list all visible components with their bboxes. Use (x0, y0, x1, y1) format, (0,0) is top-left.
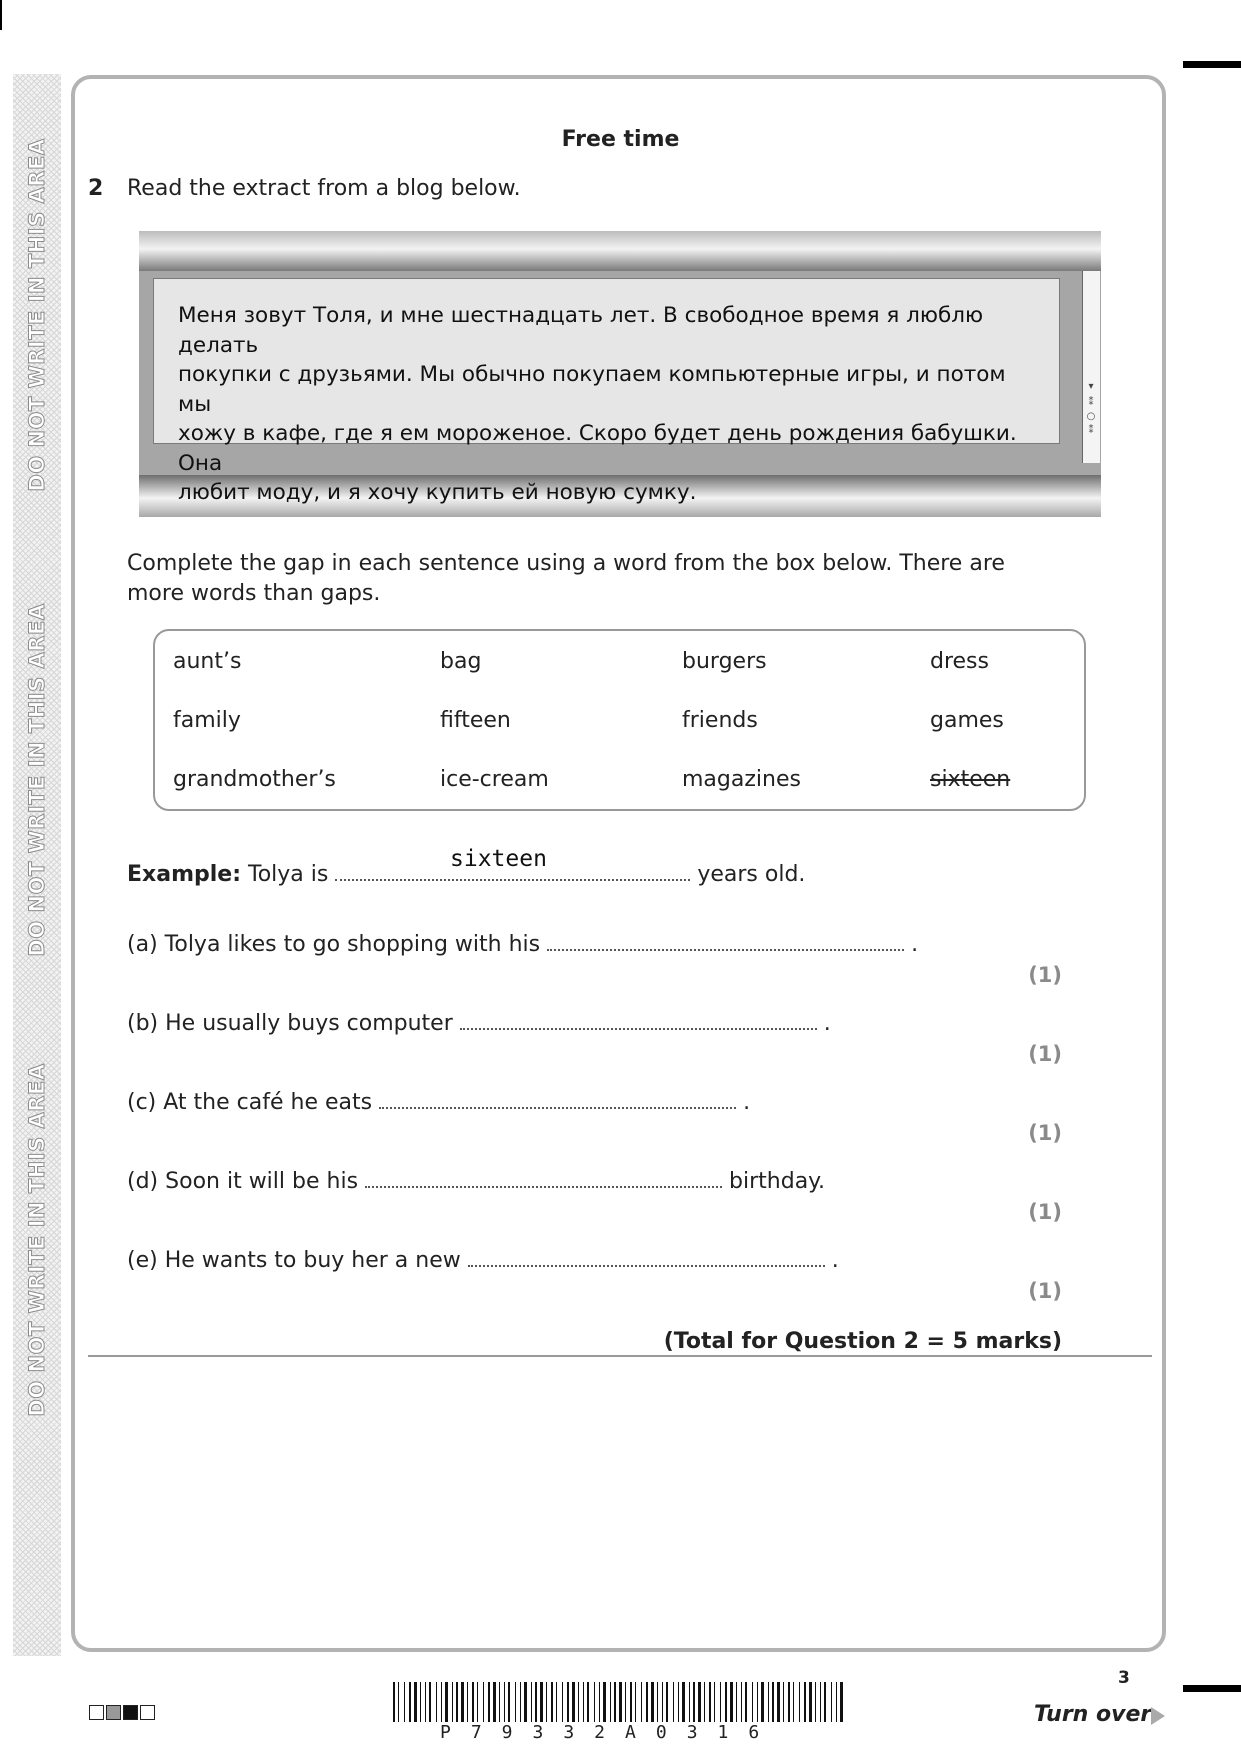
barcode-bar (730, 1682, 733, 1722)
barcode-bar (499, 1682, 500, 1722)
barcode-bar (720, 1682, 721, 1722)
barcode-bar (689, 1682, 690, 1722)
barcode-bar (657, 1682, 658, 1722)
barcode-bar (425, 1682, 426, 1722)
item-text: Tolya likes to go shopping with his (164, 932, 541, 957)
registration-bar (1183, 61, 1241, 68)
barcode-bar (531, 1682, 532, 1722)
barcode-bar (809, 1682, 812, 1722)
blog-line: любит моду, и я хочу купить ей новую сумку. (178, 480, 697, 505)
barcode-bar (752, 1682, 753, 1722)
barcode-bar (540, 1682, 543, 1722)
word-box (153, 629, 1086, 811)
barcode-bar (768, 1682, 769, 1722)
word-option: friends (682, 708, 758, 733)
word-option-struck: sixteen (930, 767, 1011, 792)
barcode-bar (761, 1682, 764, 1722)
blog-scrollbar (1082, 271, 1100, 463)
barcode-bar (741, 1682, 742, 1722)
question-total: (Total for Question 2 = 5 marks) (663, 1329, 1062, 1354)
blog-extract (153, 278, 1060, 505)
scroll-down-arrow-icon: ▾ (1088, 381, 1094, 392)
barcode-bar (493, 1682, 496, 1722)
barcode-bar (651, 1682, 654, 1722)
item-text: Soon it will be his (165, 1169, 359, 1194)
barcode-bar (483, 1682, 484, 1722)
barcode-bar (452, 1682, 453, 1722)
barcode-bar (799, 1682, 800, 1722)
gap-sentence-b (127, 1011, 831, 1036)
barcode-bar (572, 1682, 575, 1722)
indicator-box (140, 1705, 155, 1720)
barcode-bar (836, 1682, 837, 1722)
gap-sentence-e (127, 1248, 839, 1273)
barcode-bar (777, 1682, 780, 1722)
crop-mark (0, 0, 6, 30)
example-before: Tolya is (248, 862, 329, 887)
mark-allocation: (1) (1028, 963, 1062, 987)
question-text: Read the extract from a blog below. (127, 176, 521, 201)
barcode-bar (524, 1682, 527, 1722)
barcode-bar (824, 1682, 826, 1722)
registration-bar (1183, 1685, 1241, 1692)
barcode-bar (714, 1682, 715, 1722)
barcode-bar (515, 1682, 516, 1722)
blog-window (139, 231, 1101, 517)
barcode-bar (610, 1682, 611, 1722)
barcode-bar (546, 1682, 547, 1722)
indicator-box (89, 1705, 104, 1720)
word-option: games (930, 708, 1004, 733)
barcode-bar (630, 1682, 632, 1722)
barcode-bar (603, 1682, 606, 1722)
margin-warning: DO NOT WRITE IN THIS AREA (25, 138, 49, 492)
margin-warning: DO NOT WRITE IN THIS AREA (25, 1063, 49, 1417)
mark-allocation: (1) (1028, 1121, 1062, 1145)
barcode-bar (678, 1682, 679, 1722)
barcode-bar (488, 1682, 490, 1722)
mark-allocation: (1) (1028, 1200, 1062, 1224)
barcode-bar (456, 1682, 458, 1722)
answer-line-d[interactable] (365, 1170, 722, 1188)
barcode-bar (698, 1682, 701, 1722)
barcode-bar (436, 1682, 437, 1722)
mark-allocation: (1) (1028, 1279, 1062, 1303)
scroll-control-icon: ○ (1086, 411, 1096, 422)
barcode-bar (556, 1682, 557, 1722)
barcode-bar (646, 1682, 648, 1722)
barcode-bar (831, 1682, 832, 1722)
barcode-bar (709, 1682, 711, 1722)
barcode-bar (414, 1682, 417, 1722)
turn-over-arrow-icon (1151, 1707, 1165, 1725)
barcode-bar (641, 1682, 642, 1722)
page-indicator-boxes (89, 1705, 155, 1720)
barcode-bar (578, 1682, 579, 1722)
barcode-bar (562, 1682, 563, 1722)
barcode-bar (583, 1682, 584, 1722)
example-answer: sixteen (450, 846, 547, 872)
item-label: (a) (127, 932, 158, 957)
barcode-bar (793, 1682, 794, 1722)
barcode-bar (467, 1682, 468, 1722)
barcode-bar (551, 1682, 553, 1722)
barcode-bar (783, 1682, 784, 1722)
barcode-number: P79332A0316 (440, 1722, 780, 1743)
word-option: aunt’s (173, 649, 242, 674)
barcode-bar (567, 1682, 569, 1722)
item-text: He usually buys computer (165, 1011, 453, 1036)
barcode-bar (508, 1682, 510, 1722)
barcode-bar (420, 1682, 421, 1722)
barcode (393, 1682, 845, 1722)
word-option: magazines (682, 767, 801, 792)
barcode-bar (682, 1682, 685, 1722)
mark-allocation: (1) (1028, 1042, 1062, 1066)
barcode-bar (625, 1682, 626, 1722)
word-option: family (173, 708, 241, 733)
word-option: fifteen (440, 708, 511, 733)
item-label: (d) (127, 1169, 159, 1194)
barcode-bar (635, 1682, 636, 1722)
word-option: dress (930, 649, 989, 674)
barcode-bar (666, 1682, 668, 1722)
blog-line: Меня зовут Толя, и мне шестнадцать лет. В свободное время я люблю делать (178, 303, 984, 358)
barcode-bar (693, 1682, 695, 1722)
barcode-bar (788, 1682, 790, 1722)
answer-line-a[interactable] (547, 933, 904, 951)
barcode-bar (745, 1682, 747, 1722)
word-option: burgers (682, 649, 767, 674)
barcode-bar (840, 1682, 843, 1722)
item-label: (b) (127, 1011, 159, 1036)
barcode-bar (587, 1682, 589, 1722)
barcode-bar (445, 1682, 448, 1722)
example-after: years old. (697, 862, 806, 887)
barcode-bar (662, 1682, 663, 1722)
barcode-bar (504, 1682, 505, 1722)
indicator-box (123, 1705, 138, 1720)
barcode-bar (619, 1682, 622, 1722)
scroll-control-icon: ⁑ (1088, 397, 1094, 408)
barcode-bar (772, 1682, 774, 1722)
barcode-bar (736, 1682, 737, 1722)
barcode-bar (673, 1682, 674, 1722)
barcode-bar (404, 1682, 405, 1722)
scroll-control-icon: ⁑ (1088, 425, 1094, 436)
item-end: . (911, 932, 919, 957)
item-end: birthday. (729, 1169, 826, 1194)
gap-sentence-d (127, 1169, 825, 1194)
barcode-bar (477, 1682, 478, 1722)
item-end: . (823, 1011, 831, 1036)
item-label: (c) (127, 1090, 157, 1115)
word-option: grandmother’s (173, 767, 336, 792)
word-option: bag (440, 649, 482, 674)
answer-line-c[interactable] (379, 1091, 736, 1109)
divider (88, 1355, 1152, 1357)
barcode-bar (614, 1682, 616, 1722)
item-text: At the café he eats (163, 1090, 373, 1115)
question-number: 2 (88, 176, 104, 201)
barcode-bar (804, 1682, 806, 1722)
blog-line: хожу в кафе, где я ем мороженое. Скоро будет день рождения бабушки. Она (178, 421, 1017, 476)
page-number: 3 (1118, 1668, 1130, 1688)
margin-warning: DO NOT WRITE IN THIS AREA (25, 603, 49, 957)
blog-window-top-bar (139, 231, 1101, 271)
example-label: Example: (127, 862, 241, 887)
barcode-bar (441, 1682, 442, 1722)
item-end: . (831, 1248, 839, 1273)
barcode-bar (520, 1682, 521, 1722)
barcode-bar (429, 1682, 431, 1722)
barcode-bar (725, 1682, 727, 1722)
barcode-bar (594, 1682, 595, 1722)
item-text: He wants to buy her a new (164, 1248, 461, 1273)
barcode-bar (599, 1682, 600, 1722)
barcode-bar (472, 1682, 474, 1722)
answer-line-b[interactable] (460, 1012, 817, 1030)
gap-sentence-c (127, 1090, 750, 1115)
barcode-bar (535, 1682, 537, 1722)
gap-sentence-a (127, 932, 918, 957)
barcode-bar (820, 1682, 821, 1722)
barcode-bar (398, 1682, 399, 1722)
barcode-bar (757, 1682, 758, 1722)
item-label: (e) (127, 1248, 158, 1273)
barcode-bar (704, 1682, 705, 1722)
section-title: Free time (561, 127, 680, 152)
barcode-bar (409, 1682, 411, 1722)
instruction-text: Complete the gap in each sentence using a word from the box below. There are more words than gaps. (127, 551, 1005, 606)
barcode-bar (815, 1682, 816, 1722)
barcode-bar (393, 1682, 395, 1722)
barcode-bar (461, 1682, 464, 1722)
answer-line-e[interactable] (468, 1249, 825, 1267)
item-end: . (743, 1090, 751, 1115)
word-option: ice-cream (440, 767, 549, 792)
turn-over-label: Turn over (1034, 1702, 1152, 1727)
blog-line: покупки с друзьями. Мы обычно покупаем компьютерные игры, и потом мы (178, 362, 1006, 417)
indicator-box (106, 1705, 121, 1720)
